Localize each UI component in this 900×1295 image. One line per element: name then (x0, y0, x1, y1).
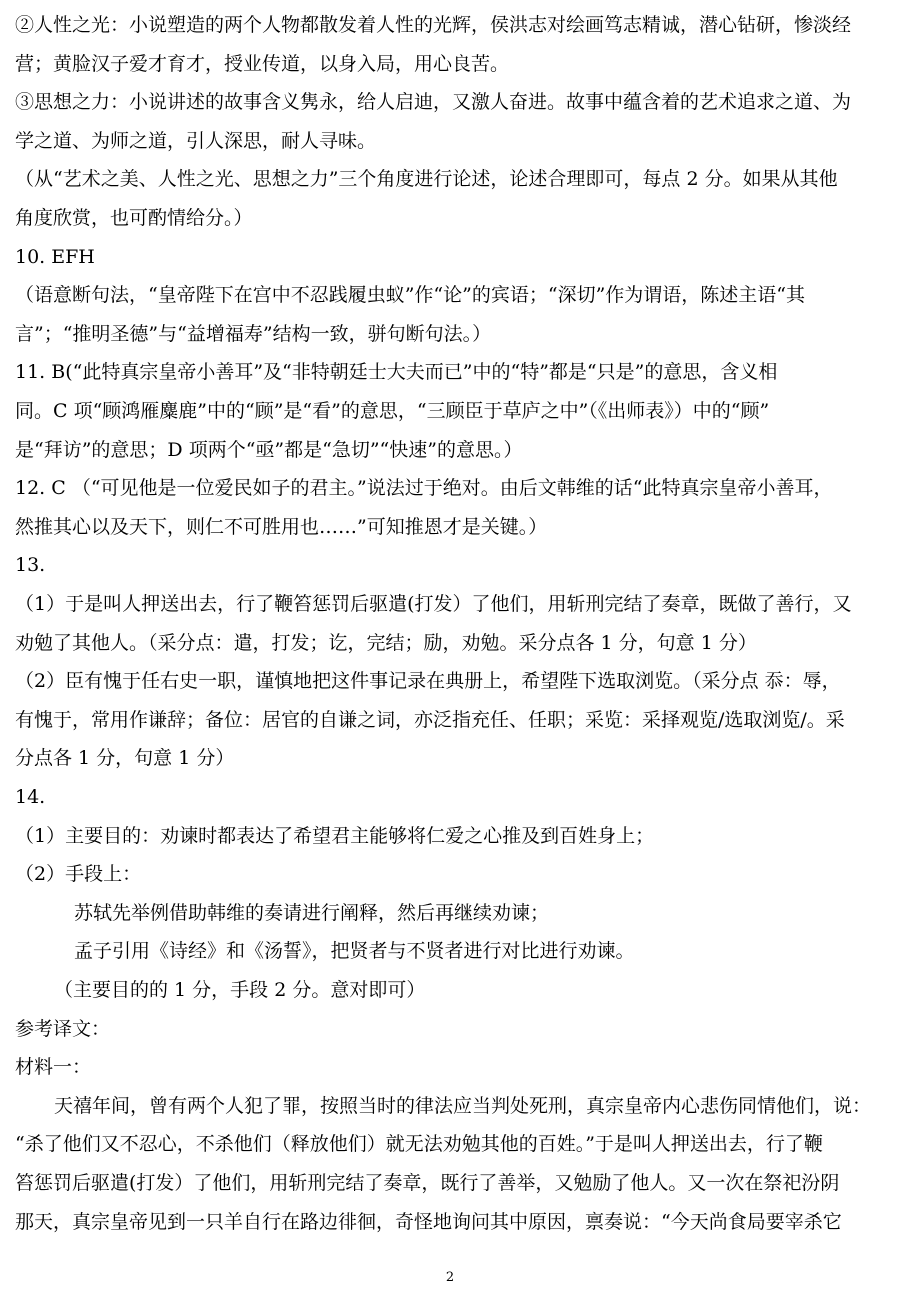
text-line: （2）臣有愧于任右史一职，谨慎地把这件事记录在典册上，希望陛下选取浏览。（采分点 忝：辱， (15, 670, 841, 693)
text-line: 天禧年间，曾有两个人犯了罪，按照当时的律法应当判处死刑，真宗皇帝内心悲伤同情他们，说： (54, 1094, 872, 1117)
text-line: 言”；“推明圣德”与“益增福寿”结构一致，骈句断句法。） (15, 322, 492, 345)
text-line: 营；黄脸汉子爱才育才，授业传道，以身入局，用心良苦。 (15, 52, 510, 75)
section-heading: 参考译文： (15, 1017, 111, 1040)
text-line: 11. B(“此特真宗皇帝小善耳”及“非特朝廷士大夫而已”中的“特”都是“只是”的意思，含义相 (15, 361, 778, 384)
text-line: （2）手段上： (15, 863, 142, 886)
text-line: 那天，真宗皇帝见到一只羊自行在路边徘徊，奇怪地询问其中原因，禀奏说：“今天尚食局要宰杀它 (15, 1210, 842, 1233)
text-line: ②人性之光：小说塑造的两个人物都散发着人性的光辉，侯洪志对绘画笃志精诚，潜心钻研，惨淡经 (15, 14, 852, 36)
text-line: 然推其心以及天下，则仁不可胜用也……”可知推恩才是关键。） (15, 515, 548, 538)
text-line: 劝勉了其他人。（采分点：遣，打发；讫，完结；励，劝勉。采分点各 1 分，句意 1 分） (15, 631, 757, 654)
page-number: 2 (445, 1270, 455, 1285)
text-line: 角度欣赏，也可酌情给分。） (15, 207, 253, 229)
text-line: 学之道、为师之道，引人深思，耐人寻味。 (15, 129, 377, 152)
text-line: （1）于是叫人押送出去，行了鞭笞惩罚后驱遣(打发）了他们，用斩刑完结了奏章，既做了善行，又 (15, 593, 852, 615)
text-line: （语意断句法，“皇帝陛下在宫中不忍践履虫蚁”作“论”的宾语；“深切”作为谓语，陈述主语“其 (15, 284, 805, 307)
question-number: 13. (15, 554, 46, 577)
text-line: 12. C （“可见他是一位爱民如子的君主。”说法过于绝对。由后文韩维的话“此特真宗皇帝小善耳， (15, 477, 833, 500)
text-line: 苏轼先举例借助韩维的奏请进行阐释，然后再继续劝谏； (74, 901, 550, 924)
text-line: 分点各 1 分，句意 1 分） (15, 747, 235, 770)
text-line: 是“拜访”的意思；D 项两个“亟”都是“急切”“快速”的意思。） (15, 438, 523, 461)
text-line: 有愧于，常用作谦辞；备位：居官的自谦之词，亦泛指充任、任职；采览：采择观览/选取浏览/。采 (15, 708, 845, 731)
text-line: （主要目的的 1 分，手段 2 分。意对即可） (54, 979, 426, 1001)
text-line: （从“艺术之美、人性之光、思想之力”三个角度进行论述，论述合理即可，每点 2 分。如果从其他 (15, 168, 838, 191)
text-line: ③思想之力：小说讲述的故事含义隽永，给人启迪，又激人奋进。故事中蕴含着的艺术追求之道、为 (15, 91, 852, 114)
text-line: 同。C 项“顾鸿雁麋鹿”中的“顾”是“看”的意思，“三顾臣于草庐之中”（《出师表》）中的“顾” (15, 400, 770, 422)
question-number: 10. EFH (15, 245, 95, 268)
section-heading: 材料一： (15, 1056, 92, 1079)
text-line: “杀了他们又不忍心，不杀他们（释放他们）就无法劝勉其他的百姓。”于是叫人押送出去，行了鞭 (15, 1133, 823, 1156)
text-line: （1）主要目的：劝谏时都表达了希望君主能够将仁爱之心推及到百姓身上； (15, 824, 655, 847)
question-number: 14. (15, 786, 46, 808)
text-line: 笞惩罚后驱遣(打发）了他们，用斩刑完结了奏章，既行了善举，又勉励了他人。又一次在祭祀汾阴 (15, 1172, 840, 1194)
text-line: 孟子引用《诗经》和《汤誓》，把贤者与不贤者进行对比进行劝谏。 (74, 940, 635, 963)
